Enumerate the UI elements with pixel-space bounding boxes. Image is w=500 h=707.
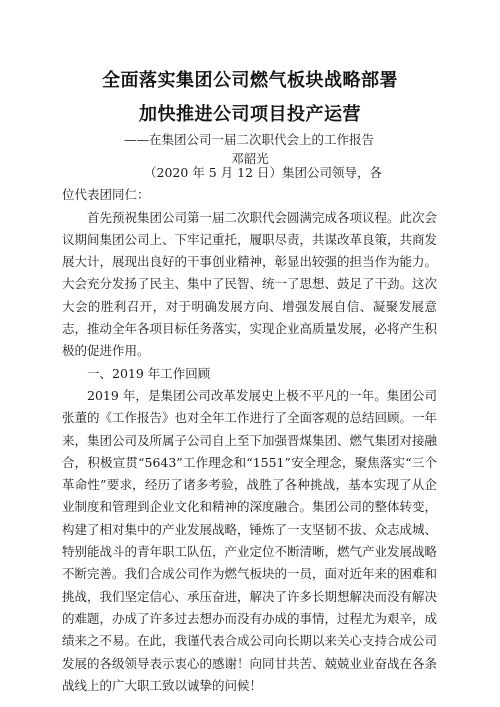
subtitle: ——在集团公司一届二次职代会上的工作报告 [124,132,375,147]
greeting-line: 位代表团同仁： [62,187,150,203]
date-line: （2020 年 5 月 12 日）集团公司领导，各 [144,165,383,180]
section-heading: 一、2019 年工作回顾 [87,365,211,381]
author: 邓韶光 [231,151,269,166]
title-line-1: 全面落实集团公司燃气板块战略部署 [102,70,398,91]
body-text [62,162,437,697]
title-line-2: 加快推进公司项目投产运营 [139,104,361,125]
paragraph-1: 首先预祝集团公司第一届二次职代会圆满完成各项议程。此次会议期间集团公司上、下牢记重托，履职尽责，共谋改革良策，共商发展大计，展现出良好的干事创业精神，彰显出较强的担当作为能力。大会充分发扬了民主、集中了民智、统一了思想、鼓足了干劲。这次大会的胜利召开，对于明确发展方向、增强发展自信、凝聚发展意志，推动全年各项目标任务落实，实现企业高质量发展，必将产生积极的促进作用。 [62,209,438,359]
paragraph-2: 2019 年，是集团公司改革发展史上极不平凡的一年。集团公司张董的《工作报告》也对全年工作进行了全面客观的总结回顾。一年来，集团公司及所属子公司自上至下加强晋煤集团、燃气集团对接融合，积极宣贯“5643”工作理念和“1551”安全理念，聚焦落实“三个革命性”要求，经历了诸多考验，战胜了各种挑战，基本实现了从企业制度和管理到企业文化和精神的深度融合。集团公司的整体转变，构建了相对集中的产业发展战略，锤炼了一支坚韧不拔、众志成城、特别能战斗的青年职工队伍，产业定位不断清晰，燃气产业发展战略不断完善。我们合成公司作为燃气板块的一员，面对近年来的困难和挑战，我们坚定信心、承压奋进，解决了许多长期想解决而没有解决的难题，办成了许多过去想办而没有办成的事情，过程尤为艰辛，成绩来之不易。在此，我谨代表合成公司向长期以来关心支持合成公司发展的各级领导表示衷心的感谢！向同甘共苦、兢兢业业奋战在各条战线上的广大职工致以诚挚的问候！ [62,387,438,693]
